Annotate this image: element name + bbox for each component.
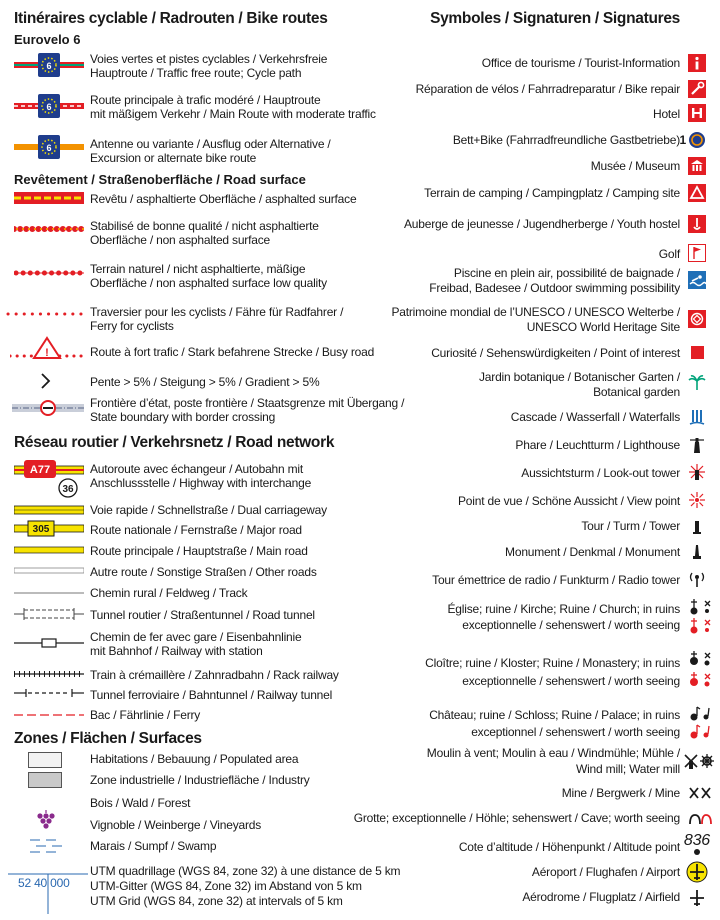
viewpoint-icon	[688, 491, 706, 509]
surface-7-line1: Frontière d’état, poste frontière / Staatsgrenze mit Übergang /	[90, 396, 405, 410]
eurovelo-subtitle: Eurovelo 6	[14, 32, 81, 47]
sym-museum-label: Musée / Museum	[590, 159, 680, 173]
mine-icon	[688, 784, 712, 802]
monastery-worth-seeing-icon	[688, 671, 712, 689]
sym-bike-repair-label: Réparation de vélos / Fahrradreparatur / Bike repair	[415, 82, 680, 96]
sym-swimming-label-2: Freibad, Badesee / Outdoor swimming possibility	[429, 281, 680, 295]
sym-lighthouse-label: Phare / Leuchtturm / Lighthouse	[515, 438, 680, 452]
surface-natural-symbol	[14, 266, 84, 280]
track-symbol	[14, 588, 84, 598]
surface-3-line2: Oberfläche / non asphalted surface low quality	[90, 276, 327, 290]
sym-botanical-label-2: Botanical garden	[593, 385, 680, 399]
surface-4-line1: Traversier pour les cyclists / Fähre für Radfahrer /	[90, 305, 344, 319]
road-3-line1: Route nationale / Fernstraße / Major road	[90, 523, 302, 537]
radio-tower-icon	[688, 570, 706, 588]
zone-4-line1: Vignoble / Weinberge / Vineyards	[90, 818, 262, 832]
motorway-symbol	[14, 460, 84, 500]
sym-tower-label: Tour / Turm / Tower	[581, 519, 680, 533]
sym-poi-label: Curiosité / Sehenswürdigkeiten / Point of interest	[431, 346, 680, 360]
surface-7-line2: State boundary with border crossing	[90, 410, 276, 424]
zone-1-line1: Habitations / Bebauung / Populated area	[90, 752, 299, 766]
route-badge-2: 6	[46, 102, 52, 112]
route-3-line1: Antenne ou variante / Ausflug oder Alternative /	[90, 137, 331, 151]
route-2-line1: Route principale à trafic modéré / Hauptroute	[90, 93, 321, 107]
other-road-symbol	[14, 566, 84, 576]
surface-3-line1: Terrain naturel / nicht asphaltierte, mäßige	[90, 262, 306, 276]
major-road-label: 305	[32, 524, 50, 535]
hotel-icon	[688, 104, 706, 122]
camping-icon	[688, 184, 706, 202]
sym-youth-hostel-label: Auberge de jeunesse / Jugendherberge / Youth hostel	[403, 217, 680, 231]
sym-palace-label-2: exceptionnel / sehenswert / worth seeing	[471, 725, 680, 739]
tower-icon	[688, 517, 706, 535]
ferry-symbol	[14, 710, 84, 720]
youth-hostel-icon	[688, 215, 706, 233]
border-crossing-symbol	[12, 398, 84, 418]
route-2-line2: mit mäßigem Verkehr / Main Route with moderate traffic	[90, 107, 376, 121]
waterfall-icon	[688, 408, 706, 426]
museum-icon	[688, 157, 706, 175]
surface-asphalt-symbol	[14, 190, 84, 206]
road-10-line1: Tunnel ferroviaire / Bahntunnel / Railway tunnel	[90, 688, 333, 702]
major-road-symbol	[14, 520, 84, 538]
bett-bike-mark: 1	[679, 133, 686, 147]
route-badge-1: 6	[46, 61, 52, 71]
railway-tunnel-symbol	[14, 686, 84, 700]
interchange-label: 36	[62, 484, 74, 495]
palm-tree-icon	[688, 373, 706, 391]
zones-heading: Zones / Flächen / Surfaces	[14, 730, 202, 747]
populated-area-swatch	[28, 752, 62, 768]
sym-waterfall-label: Cascade / Wasserfall / Waterfalls	[510, 410, 680, 424]
info-icon	[688, 54, 706, 72]
road-11-line1: Bac / Fährlinie / Ferry	[90, 708, 201, 722]
sym-monastery-label-2: exceptionnelle / sehenswert / worth seeing	[462, 674, 680, 688]
zone-2-line1: Zone industrielle / Industriefläche / Industry	[90, 773, 310, 787]
main-road-symbol	[14, 544, 84, 556]
surface-6-line1: Pente > 5% / Steigung > 5% / Gradient > 5%	[90, 375, 320, 389]
sym-swimming-label-1: Piscine en plein air, possibilité de baignade /	[453, 266, 680, 280]
sym-airport-label: Aéroport / Flughafen / Airport	[531, 865, 680, 879]
sym-palace-label-1: Château; ruine / Schloss; Ruine / Palace; in ruins	[429, 708, 680, 722]
route-1-line2: Hauptroute / Traffic free route; Cycle path	[90, 66, 302, 80]
lookout-tower-icon	[688, 463, 706, 481]
surface-4-line2: Ferry for cyclists	[90, 319, 174, 333]
surface-stabilised-symbol	[14, 222, 84, 236]
sym-tourist-info-label: Office de tourisme / Tourist-Information	[481, 56, 680, 70]
gradient-chevron-icon	[40, 372, 52, 390]
road-tunnel-symbol	[14, 606, 84, 622]
cave-icon	[688, 810, 712, 828]
sym-viewpoint-label: Point de vue / Schöne Aussicht / View point	[458, 494, 680, 508]
road-8-line1: Chemin de fer avec gare / Eisenbahnlinie	[90, 630, 302, 644]
palace-icon	[688, 704, 712, 722]
surface-heading: Revêtement / Straßenoberfläche / Road surface	[14, 172, 306, 187]
road-9-line1: Train à crémaillère / Zahnradbahn / Rack railway	[90, 668, 339, 682]
symbols-heading: Symboles / Signaturen / Signatures	[430, 10, 680, 27]
lighthouse-icon	[688, 436, 706, 454]
route-3-line2: Excursion or alternate bike route	[90, 151, 257, 165]
sym-unesco-label-2: UNESCO World Heritage Site	[526, 320, 680, 334]
zone-6-line2: UTM-Gitter (WGS 84, Zone 32) im Abstand von 5 km	[90, 879, 362, 893]
golf-icon	[688, 244, 706, 262]
sym-botanical-label-1: Jardin botanique / Botanischer Garten /	[479, 370, 680, 384]
motorway-label: A77	[29, 464, 51, 476]
road-8-line2: mit Bahnhof / Railway with station	[90, 644, 263, 658]
sym-mill-label-2: Wind mill; Water mill	[575, 762, 680, 776]
surface-2-line1: Stabilisé de bonne qualité / nicht asphaltierte	[90, 219, 319, 233]
rack-railway-symbol	[14, 668, 84, 680]
monument-icon	[688, 542, 706, 560]
road-network-heading: Réseau routier / Verkehrsnetz / Road network	[14, 434, 335, 451]
wrench-icon	[688, 80, 706, 98]
sym-hotel-label: Hotel	[652, 107, 680, 121]
route-badge-3: 6	[46, 143, 52, 153]
sym-monument-label: Monument / Denkmal / Monument	[505, 545, 680, 559]
road-1-line1: Autoroute avec échangeur / Autobahn mit	[90, 462, 304, 476]
ferry-cyclists-symbol	[6, 307, 84, 321]
busy-road-symbol	[10, 336, 84, 362]
road-7-line1: Tunnel routier / Straßentunnel / Road tunnel	[90, 608, 315, 622]
road-2-line1: Voie rapide / Schnellstraße / Dual carriageway	[90, 503, 327, 517]
routes-heading: Itinéraires cyclable / Radrouten / Bike routes	[14, 10, 328, 27]
route-symbol-green	[14, 52, 84, 78]
sym-cave-label: Grotte; exceptionnelle / Höhle; sehenswert / Cave; worth seeing	[353, 811, 680, 825]
route-symbol-excursion	[14, 134, 84, 160]
sym-mill-label-1: Moulin à vent; Moulin à eau / Windmühle; Mühle /	[426, 746, 680, 760]
airport-icon	[686, 861, 708, 883]
sym-unesco-label-1: Patrimoine mondial de l’UNESCO / UNESCO Welterbe /	[391, 305, 680, 319]
church-worth-seeing-icon	[688, 617, 712, 635]
utm-grid-label: 52 40 000	[18, 876, 70, 890]
vineyard-icon	[34, 810, 60, 832]
route-1-line1: Voies vertes et pistes cyclables / Verkehrsfreie	[90, 52, 328, 66]
altitude-point-icon	[694, 849, 700, 855]
road-1-line2: Anschlussstelle / Highway with interchange	[90, 476, 312, 490]
route-symbol-main	[14, 93, 84, 119]
sym-mine-label: Mine / Bergwerk / Mine	[561, 786, 680, 800]
zone-3-line1: Bois / Wald / Forest	[90, 796, 191, 810]
sym-lookout-label: Aussichtsturm / Look-out tower	[521, 466, 680, 480]
sym-airfield-label: Aérodrome / Flugplatz / Airfield	[522, 890, 680, 904]
altitude-value: 836	[683, 832, 710, 849]
sym-church-label-1: Église; ruine / Kirche; Ruine / Church; in ruins	[447, 602, 680, 616]
surface-1-line1: Revêtu / asphaltierte Oberfläche / asphalted surface	[90, 192, 357, 206]
sym-altitude-label: Cote d’altitude / Höhenpunkt / Altitude point	[458, 840, 680, 854]
poi-square-icon	[691, 346, 704, 359]
road-5-line1: Autre route / Sonstige Straßen / Other roads	[90, 565, 317, 579]
road-6-line1: Chemin rural / Feldweg / Track	[90, 586, 248, 600]
palace-worth-seeing-icon	[688, 722, 712, 740]
road-4-line1: Route principale / Hauptstraße / Main road	[90, 544, 308, 558]
airfield-icon	[687, 888, 707, 908]
swimming-icon	[688, 271, 706, 289]
railway-station-symbol	[14, 636, 84, 650]
sym-radio-tower-label: Tour émettrice de radio / Funkturm / Radio tower	[432, 573, 680, 587]
surface-2-line2: Oberfläche / non asphalted surface	[90, 233, 270, 247]
swamp-symbol	[28, 836, 68, 856]
sym-golf-label: Golf	[658, 247, 680, 261]
sym-bett-bike-label: Bett+Bike (Fahrradfreundliche Gastbetriebe)	[452, 133, 680, 147]
sym-monastery-label-1: Cloître; ruine / Kloster; Ruine / Monastery; in ruins	[425, 656, 680, 670]
svg-text:!: !	[45, 347, 49, 359]
industry-swatch	[28, 772, 62, 788]
unesco-icon	[688, 310, 706, 328]
sym-church-label-2: exceptionnelle / sehenswert / worth seeing	[462, 618, 680, 632]
bett-bike-icon	[688, 131, 706, 149]
windmill-watermill-icon	[682, 752, 714, 770]
church-icon	[688, 598, 712, 616]
surface-5-line1: Route à fort trafic / Stark befahrene Strecke / Busy road	[90, 345, 375, 359]
zone-6-line1: UTM quadrillage (WGS 84, zone 32) à une distance de 5 km	[90, 864, 401, 878]
zone-6-line3: UTM Grid (WGS 84, zone 32) at intervals of 5 km	[90, 894, 343, 908]
sym-camping-label: Terrain de camping / Campingplatz / Camping site	[424, 186, 680, 200]
zone-5-line1: Marais / Sumpf / Swamp	[90, 839, 217, 853]
dual-carriageway-symbol	[14, 503, 84, 517]
monastery-icon	[688, 650, 712, 668]
